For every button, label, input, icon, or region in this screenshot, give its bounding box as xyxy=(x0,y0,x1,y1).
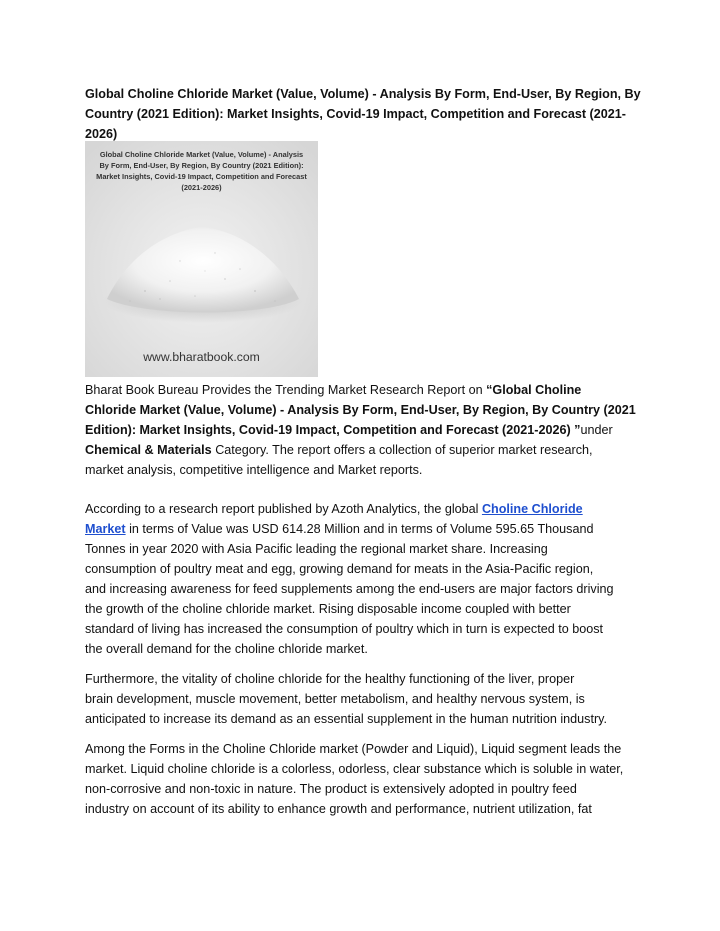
title-line: 2026) xyxy=(85,127,118,141)
report-title xyxy=(85,84,645,144)
body-line: standard of living has increased the consumption of poultry which in turn is expected to boost xyxy=(85,622,604,636)
choline-chloride-market-link[interactable]: Market xyxy=(85,522,126,536)
category-name-bold: Chemical & Materials xyxy=(85,443,212,457)
cover-caption-line: Market Insights, Covid-19 Impact, Competition and Forecast xyxy=(96,172,307,181)
forms-paragraph xyxy=(85,739,645,819)
intro-paragraph xyxy=(85,380,645,480)
body-line: consumption of poultry meat and egg, growing demand for meats in the Asia-Pacific region, xyxy=(85,562,594,576)
title-line: Country (2021 Edition): Market Insights, Covid-19 Impact, Competition and Forecast (2021- xyxy=(85,107,626,121)
body-line: industry on account of its ability to enhance growth and performance, nutrient utilization, fat xyxy=(85,802,592,816)
cover-caption-line: Global Choline Chloride Market (Value, Volume) - Analysis xyxy=(99,150,304,159)
cover-caption-line: By Form, End-User, By Region, By Country (2021 Edition): xyxy=(99,161,304,170)
cover-watermark-url: www.bharatbook.com xyxy=(143,350,260,364)
nutrition-paragraph xyxy=(85,669,645,729)
body-line: Among the Forms in the Choline Chloride market (Powder and Liquid), Liquid segment leads the xyxy=(85,742,622,756)
report-name-bold: Chloride Market (Value, Volume) - Analysis By Form, End-User, By Region, By Country (2021 xyxy=(85,403,636,417)
cover-caption xyxy=(85,149,318,193)
body-line: and increasing awareness for feed supplements among the end-users are major factors driving xyxy=(85,582,614,596)
body-text: According to a research report published by Azoth Analytics, the global xyxy=(85,502,482,516)
intro-text: under xyxy=(580,423,613,437)
body-line: brain development, muscle movement, better metabolism, and healthy nervous system, is xyxy=(85,692,585,706)
body-line: non-corrosive and non-toxic in nature. The product is extensively adopted in poultry feed xyxy=(85,782,577,796)
body-line: Tonnes in year 2020 with Asia Pacific leading the regional market share. Increasing xyxy=(85,542,548,556)
intro-text: Bharat Book Bureau Provides the Trending Market Research Report on xyxy=(85,383,487,397)
cover-caption-line: (2021-2026) xyxy=(181,183,222,192)
body-line: Furthermore, the vitality of choline chloride for the healthy functioning of the liver, proper xyxy=(85,672,575,686)
title-line: Global Choline Chloride Market (Value, Volume) - Analysis By Form, End-User, By Region, By xyxy=(85,87,641,101)
intro-text: market analysis, competitive intelligence and Market reports. xyxy=(85,463,423,477)
report-name-bold: “Global Choline xyxy=(486,383,582,397)
body-line: anticipated to increase its demand as an essential supplement in the human nutrition industry. xyxy=(85,712,608,726)
body-text: in terms of Value was USD 614.28 Million and in terms of Volume 595.65 Thousand xyxy=(125,522,594,536)
report-cover-image xyxy=(85,141,318,377)
choline-chloride-market-link[interactable]: Choline Chloride xyxy=(481,502,583,516)
body-line: market. Liquid choline chloride is a colorless, odorless, clear substance which is soluble in water, xyxy=(85,762,624,776)
body-line: the growth of the choline chloride market. Rising disposable income coupled with better xyxy=(85,602,571,616)
intro-text: Category. The report offers a collection of superior market research, xyxy=(211,443,593,457)
body-line: the overall demand for the choline chloride market. xyxy=(85,642,368,656)
market-overview-paragraph xyxy=(85,499,645,659)
report-name-bold: Edition): Market Insights, Covid-19 Impact, Competition and Forecast (2021-2026) ” xyxy=(85,423,581,437)
